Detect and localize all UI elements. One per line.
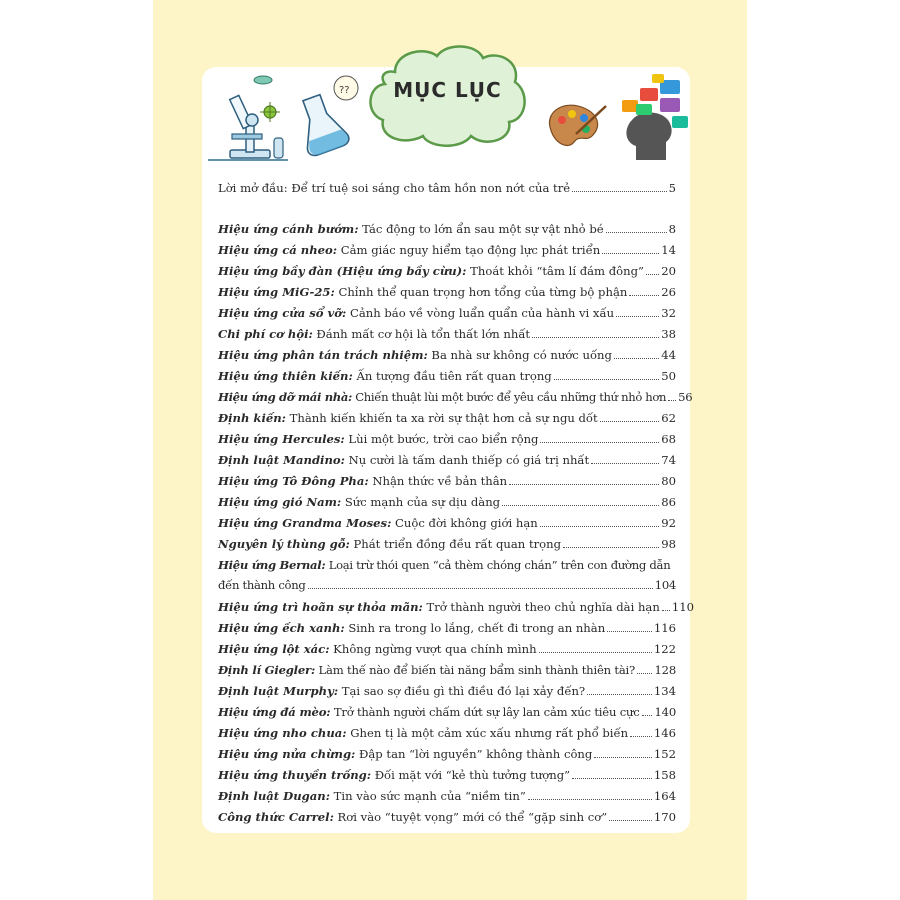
- entry-subtitle: Tin vào sức mạnh của “niềm tin”: [329, 789, 526, 803]
- page-number: 56: [678, 390, 693, 404]
- bacteria-icon: [254, 76, 280, 122]
- entry-title: Hiệu ứng cửa sổ vỡ:: [218, 306, 347, 320]
- toc-entry: [218, 786, 676, 806]
- toc-entry: [218, 702, 676, 722]
- page-number: 14: [661, 243, 676, 257]
- page-number: 134: [653, 684, 676, 698]
- page-number: 92: [661, 516, 676, 530]
- page-number: 122: [653, 642, 676, 656]
- entry-subtitle: Làm thế nào để biến tài năng bẩm sinh thành thiên tài?: [315, 663, 636, 677]
- page-number: 110: [671, 600, 694, 614]
- entry-title: Hiệu ứng bầy đàn (Hiệu ứng bầy cừu):: [218, 264, 467, 278]
- entry-subtitle: Chỉnh thể quan trọng hơn tổng của từng bộ phận: [334, 285, 628, 299]
- entry-title: Hiệu ứng cánh bướm:: [218, 222, 359, 236]
- paint-palette-icon: [549, 105, 606, 145]
- toc-entry: [218, 555, 676, 595]
- page-number: 158: [653, 768, 676, 782]
- entry-title: Định luật Dugan:: [218, 789, 330, 803]
- entry-title: Định lí Giegler:: [218, 663, 316, 677]
- toc-entry: [218, 492, 676, 512]
- entry-title: Hiệu ứng gió Nam:: [218, 495, 342, 509]
- flask-icon: [291, 76, 358, 158]
- entry-subtitle: Sức mạnh của sự dịu dàng: [341, 495, 501, 509]
- entry-subtitle: Không ngừng vượt qua chính mình: [329, 642, 537, 656]
- page-number: 146: [653, 726, 676, 740]
- entry-subtitle: Trở thành người theo chủ nghĩa dài hạn: [422, 600, 660, 614]
- toc-entry: [218, 178, 676, 198]
- entry-title: Hiệu ứng MiG-25:: [218, 285, 335, 299]
- art-illustration: [540, 72, 690, 162]
- entry-title: Hiệu ứng Bernal:: [218, 558, 326, 572]
- toc-entry: [218, 282, 676, 302]
- page-number: 98: [661, 537, 676, 551]
- page-number: 86: [661, 495, 676, 509]
- toc-entry: [218, 219, 676, 239]
- entry-title: Hiệu ứng Hercules:: [218, 432, 345, 446]
- entry-title: Hiệu ứng lột xác:: [218, 642, 330, 656]
- page-number: 128: [654, 663, 676, 677]
- entry-subtitle: Ấn tượng đầu tiên rất quan trọng: [352, 369, 552, 383]
- page-number: 20: [661, 264, 676, 278]
- toc-entry: [218, 471, 676, 491]
- page-number: 68: [661, 432, 676, 446]
- entry-title: Hiệu ứng dỡ mái nhà:: [218, 390, 352, 404]
- entry-subtitle: Sinh ra trong lo lắng, chết đi trong an nhàn: [344, 621, 606, 635]
- toc-entry: [218, 618, 676, 638]
- entry-title: Chi phí cơ hội:: [218, 327, 313, 341]
- toc-entry: [218, 744, 676, 764]
- toc-entry: [218, 324, 676, 344]
- entry-title: Nguyên lý thùng gỗ:: [218, 537, 350, 551]
- entry-subtitle-continued: đến thành công: [218, 578, 306, 592]
- page-number: 62: [661, 411, 676, 425]
- toc-entry: [218, 723, 676, 743]
- toc-entry: [218, 303, 676, 323]
- page-number: 104: [654, 578, 676, 592]
- svg-text:??: ??: [339, 85, 350, 96]
- page-number: 170: [653, 810, 676, 824]
- page-number: 44: [661, 348, 676, 362]
- page-number: 5: [668, 181, 676, 195]
- entry-title: Hiệu ứng ếch xanh:: [218, 621, 345, 635]
- entry-title: Hiệu ứng nho chua:: [218, 726, 347, 740]
- entry-subtitle: Phát triển đồng đều rất quan trọng: [349, 537, 562, 551]
- page-number: 140: [654, 705, 676, 719]
- entry-subtitle: Ghen tị là một cảm xúc xấu nhưng rất phổ biến: [346, 726, 629, 740]
- page-number: 164: [653, 789, 676, 803]
- toc-entry: [218, 240, 676, 260]
- toc-entry: [218, 450, 676, 470]
- page-number: 74: [661, 453, 676, 467]
- page-number: 80: [661, 474, 676, 488]
- toc-entry: [218, 639, 676, 659]
- entry-subtitle: Thoát khỏi “tâm lí đám đông”: [466, 264, 644, 278]
- entry-title: Hiệu ứng Tô Đông Pha:: [218, 474, 369, 488]
- toc-title: MỤC LỤC: [393, 78, 502, 102]
- entry-subtitle: Nụ cười là tấm danh thiếp có giá trị nhất: [344, 453, 590, 467]
- page-number: 38: [661, 327, 676, 341]
- page-number: 8: [668, 222, 676, 236]
- entry-title: Hiệu ứng Grandma Moses:: [218, 516, 392, 530]
- toc-entry: [218, 366, 676, 386]
- toc-entry: [218, 807, 676, 827]
- entry-subtitle: Cảm giác nguy hiểm tạo động lực phát triển: [337, 243, 601, 257]
- toc-entry: [218, 597, 694, 617]
- entry-title: Định kiến:: [218, 411, 286, 425]
- head-with-speech-bubbles-icon: [622, 74, 688, 160]
- entry-subtitle: Rơi vào “tuyệt vọng” mới có thể “gặp sinh cơ”: [333, 810, 608, 824]
- entry-subtitle: Đối mặt với “kẻ thù tưởng tượng”: [371, 768, 571, 782]
- entry-subtitle: Nhận thức về bản thân: [368, 474, 508, 488]
- entry-subtitle: Lùi một bước, trời cao biển rộng: [344, 432, 539, 446]
- entry-subtitle: Đánh mất cơ hội là tổn thất lớn nhất: [312, 327, 531, 341]
- entry-title: Hiệu ứng cá nheo:: [218, 243, 338, 257]
- entry-subtitle: Đập tan “lời nguyền” không thành công: [355, 747, 593, 761]
- entry-subtitle: Cảnh báo về vòng luẩn quẩn của hành vi xấu: [346, 306, 615, 320]
- page-number: 26: [661, 285, 676, 299]
- toc-entry: [218, 345, 676, 365]
- entry-title: Định luật Murphy:: [218, 684, 339, 698]
- page-number: 116: [653, 621, 676, 635]
- entry-subtitle: Tại sao sợ điều gì thì điều đó lại xảy đến?: [338, 684, 586, 698]
- entry-title: Hiệu ứng phân tán trách nhiệm:: [218, 348, 428, 362]
- entry-title: Định luật Mandino:: [218, 453, 345, 467]
- entry-title: Hiệu ứng đá mèo:: [218, 705, 331, 719]
- science-illustration: [208, 72, 363, 162]
- entry-subtitle: Loại trừ thói quen “cả thèm chóng chán” trên con đường dẫn: [325, 558, 671, 572]
- entry-title: Hiệu ứng thiên kiến:: [218, 369, 353, 383]
- toc-entry: [218, 660, 676, 680]
- toc-entry: [218, 261, 676, 281]
- page-number: 32: [661, 306, 676, 320]
- entry-subtitle: Chiến thuật lùi một bước để yêu cầu những thứ nhỏ hơn: [351, 390, 667, 404]
- toc-entry: [218, 429, 676, 449]
- toc-entry: [218, 408, 676, 428]
- toc-entry: [218, 765, 676, 785]
- test-tube-icon: [274, 138, 283, 158]
- toc-entry: [218, 534, 676, 554]
- entry-title: Công thức Carrel:: [218, 810, 334, 824]
- entry-subtitle: Tác động to lớn ẩn sau một sự vật nhỏ bé: [358, 222, 604, 236]
- toc-entry: [218, 681, 676, 701]
- toc-entry: [218, 513, 676, 533]
- entry-subtitle: Ba nhà sư không có nước uống: [427, 348, 612, 362]
- page-number: 50: [661, 369, 676, 383]
- entry-subtitle: Cuộc đời không giới hạn: [391, 516, 538, 530]
- entry-subtitle: Trở thành người chấm dứt sự lây lan cảm xúc tiêu cực: [330, 705, 640, 719]
- entry-title: Hiệu ứng trì hoãn sự thỏa mãn:: [218, 600, 423, 614]
- entry-text: Lời mở đầu: Để trí tuệ soi sáng cho tâm hồn non nớt của trẻ: [218, 181, 571, 195]
- page-number: 152: [653, 747, 676, 761]
- entry-title: Hiệu ứng thuyền trống:: [218, 768, 372, 782]
- entry-subtitle: Thành kiến khiến ta xa rời sự thật hơn cả sự ngu dốt: [285, 411, 598, 425]
- entry-title: Hiệu ứng nửa chừng:: [218, 747, 356, 761]
- toc-entry: [218, 387, 693, 407]
